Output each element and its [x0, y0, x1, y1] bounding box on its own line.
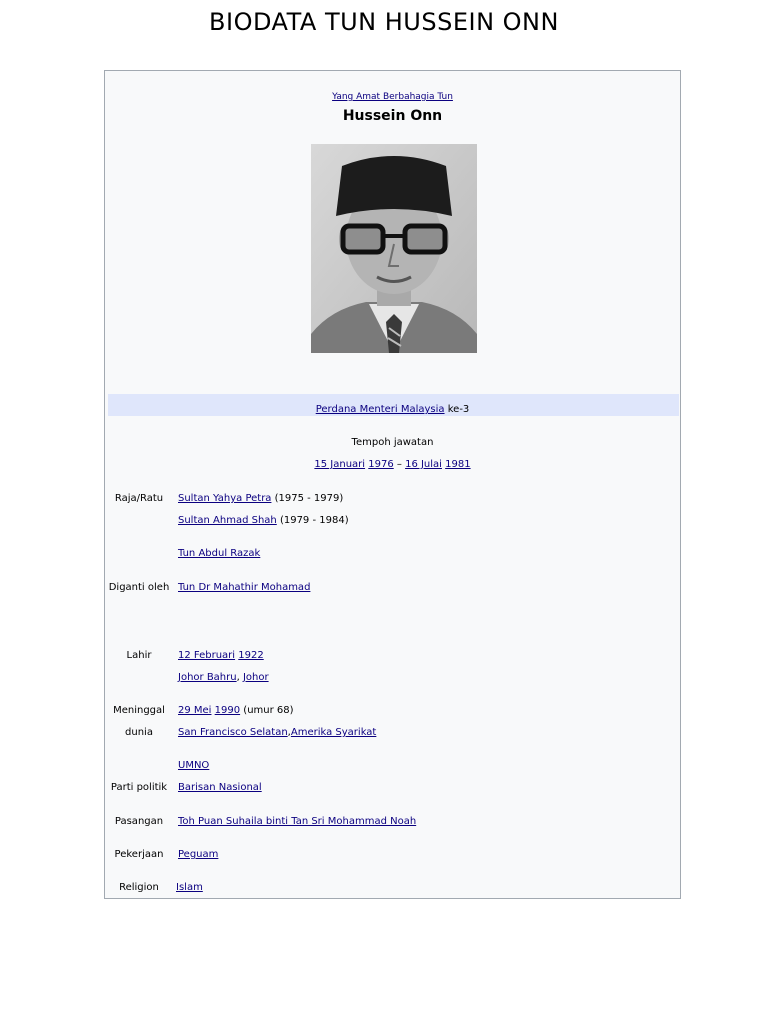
died-label-1: Meninggal [113, 705, 165, 716]
successor-row [178, 582, 310, 593]
occupation-row [178, 849, 218, 860]
party-umno-link[interactable]: UMNO [178, 760, 210, 771]
died-label-2: dunia [125, 727, 153, 738]
born-date [178, 650, 264, 661]
born-day-link[interactable]: 12 Februari [178, 650, 236, 661]
spouse-label: Pasangan [114, 816, 164, 827]
spouse-row [178, 816, 416, 827]
successor-label: Diganti oleh [108, 582, 170, 593]
monarch-1-years: (1975 - 1979) [271, 493, 344, 504]
religion-link[interactable]: Islam [176, 882, 203, 893]
person-name: Hussein Onn [342, 108, 443, 124]
died-sep: , [287, 727, 291, 738]
died-age: (umur 68) [240, 705, 294, 716]
died-place [178, 727, 376, 738]
term-dates [105, 459, 680, 470]
predecessor-link[interactable]: Tun Abdul Razak [178, 548, 261, 559]
office-link[interactable]: Perdana Menteri Malaysia [315, 404, 445, 415]
predecessor-row [178, 548, 260, 559]
spouse-link[interactable]: Toh Puan Suhaila binti Tan Sri Mohammad Noah [178, 816, 417, 827]
died-country-link[interactable]: Amerika Syarikat [290, 727, 377, 738]
party-label: Parti politik [110, 782, 168, 793]
religion-label: Religion [119, 882, 159, 893]
born-place [178, 672, 269, 683]
monarch-2-link[interactable]: Sultan Ahmad Shah [178, 515, 277, 526]
died-day-link[interactable]: 29 Mei [178, 705, 212, 716]
occupation-link[interactable]: Peguam [178, 849, 219, 860]
honorific-row [105, 92, 680, 102]
party-row-2 [178, 782, 262, 793]
occupation-label: Pekerjaan [114, 849, 164, 860]
born-state-link[interactable]: Johor [242, 672, 269, 683]
term-end-year-link[interactable]: 1981 [445, 459, 471, 470]
monarch-2-years: (1979 - 1984) [276, 515, 349, 526]
monarch-1-link[interactable]: Sultan Yahya Petra [178, 493, 272, 504]
term-end-day-link[interactable]: 16 Julai [405, 459, 442, 470]
term-label: Tempoh jawatan [351, 437, 434, 448]
monarch-label: Raja/Ratu [114, 493, 164, 504]
term-start-year-link[interactable]: 1976 [368, 459, 394, 470]
page-title: BIODATA TUN HUSSEIN ONN [209, 8, 559, 36]
born-label: Lahir [126, 650, 152, 661]
died-place-link[interactable]: San Francisco Selatan [178, 727, 288, 738]
monarch-row-1 [178, 493, 343, 504]
infobox [104, 70, 681, 899]
died-date [178, 705, 294, 716]
portrait-image [311, 144, 477, 353]
died-year-link[interactable]: 1990 [214, 705, 241, 716]
successor-link[interactable]: Tun Dr Mahathir Mohamad [178, 582, 311, 593]
born-sep: , [236, 672, 243, 683]
born-city-link[interactable]: Johor Bahru [178, 672, 237, 683]
office-suffix: ke-3 [444, 404, 470, 415]
monarch-row-2 [178, 515, 349, 526]
honorific-link[interactable]: Yang Amat Berbahagia Tun [332, 92, 453, 102]
term-start-day-link[interactable]: 15 Januari [314, 459, 366, 470]
religion-row [176, 882, 203, 893]
office-row [105, 404, 680, 415]
born-year-link[interactable]: 1922 [238, 650, 264, 661]
portrait-photo[interactable] [311, 144, 477, 353]
term-dash: – [393, 459, 406, 470]
party-row-1 [178, 760, 209, 771]
party-bn-link[interactable]: Barisan Nasional [178, 782, 262, 793]
